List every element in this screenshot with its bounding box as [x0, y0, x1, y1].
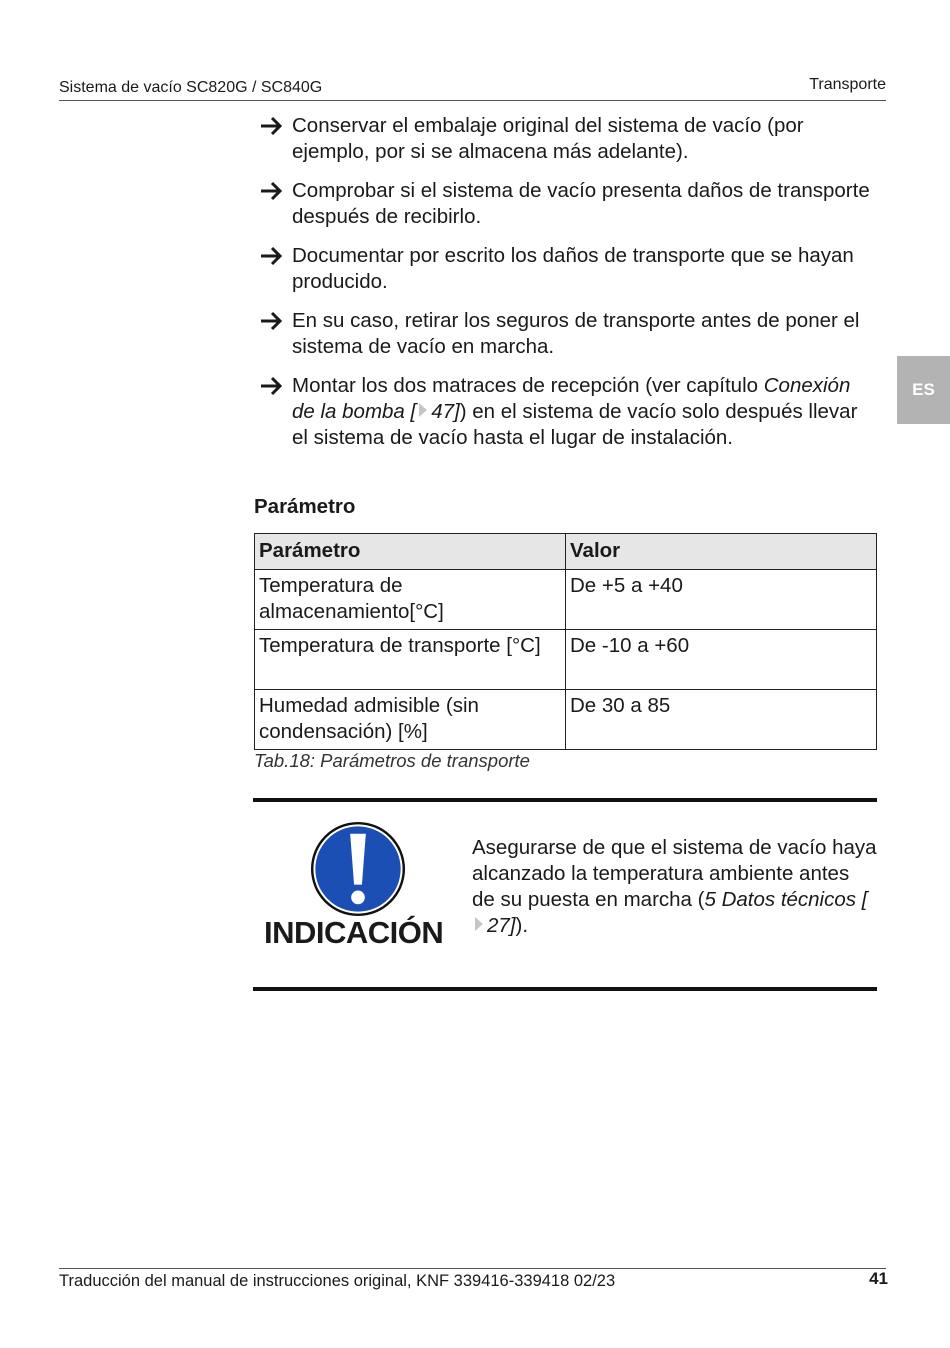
- table-cell: De +5 a +40: [566, 570, 877, 630]
- table-cell: Temperatura de transporte [°C]: [255, 630, 566, 690]
- table-header-row: [255, 534, 877, 570]
- section-heading: Parámetro: [254, 495, 356, 518]
- notice-body-end: ).: [515, 914, 529, 937]
- table-row: [255, 690, 877, 750]
- page-header: [59, 76, 886, 101]
- instruction-text: En su caso, retirar los seguros de transporte antes de poner el sistema de vacío en marcha.: [292, 309, 860, 358]
- arrow-right-icon: [259, 116, 285, 136]
- notice-body: Asegurarse de que el sistema de vacío haya alcanzado la temperatura ambiente antes de su puesta en marcha (: [472, 836, 877, 911]
- arrow-right-icon: [259, 376, 285, 396]
- page-number: 41: [869, 1269, 888, 1288]
- exclamation-icon: [309, 820, 407, 918]
- chapter-title: Transporte: [809, 76, 886, 93]
- page-ref-icon: [419, 403, 427, 417]
- document-title: Sistema de vacío SC820G / SC840G: [59, 79, 323, 96]
- notice-text: [472, 835, 877, 939]
- notice-top-rule: [253, 798, 877, 802]
- page-ref-icon: [475, 917, 483, 931]
- table-row: [255, 630, 877, 690]
- footer-text: Traducción del manual de instrucciones original, KNF 339416-339418 02/23: [59, 1272, 616, 1290]
- instruction-text: Comprobar si el sistema de vacío presenta daños de transporte después de recibirlo.: [292, 179, 870, 228]
- instruction-text: Documentar por escrito los daños de transporte que se hayan producido.: [292, 244, 854, 293]
- instruction-list: [258, 113, 876, 464]
- parameters-table: [254, 533, 877, 750]
- table-row: [255, 570, 877, 630]
- instruction-step: [258, 373, 876, 451]
- instruction-step: [258, 113, 876, 165]
- table-cell: De 30 a 85: [566, 690, 877, 750]
- link-text: 5 Datos técnicos [: [704, 888, 868, 911]
- arrow-right-icon: [259, 246, 285, 266]
- table-cell: Humedad admisible (sin condensación) [%]: [255, 690, 566, 750]
- table-cell: De -10 a +60: [566, 630, 877, 690]
- instruction-step: [258, 243, 876, 295]
- table-caption: Tab.18: Parámetros de transporte: [254, 750, 530, 771]
- arrow-right-icon: [259, 311, 285, 331]
- instruction-step: [258, 178, 876, 230]
- link-text: Conexión de la bomba [: [292, 374, 851, 423]
- table-cell: Temperatura de almacenamiento[°C]: [255, 570, 566, 630]
- instruction-step: [258, 308, 876, 360]
- notice-label: INDICACIÓN: [264, 915, 444, 950]
- column-header-value: Valor: [566, 534, 877, 570]
- link-page: 47]: [431, 400, 460, 423]
- footer-rule: [59, 1268, 886, 1269]
- arrow-right-icon: [259, 181, 285, 201]
- instruction-text: Montar los dos matraces de recepción (ver capítulo: [292, 374, 759, 397]
- instruction-text: ) en el sistema de vacío solo después llevar el sistema de vacío hasta el lugar de instalación.: [292, 400, 858, 449]
- column-header-parameter: Parámetro: [255, 534, 566, 570]
- link-page: 27]: [487, 914, 516, 937]
- notice-bottom-rule: [253, 987, 877, 991]
- instruction-text: Conservar el embalaje original del sistema de vacío (por ejemplo, por si se almacena más adelante).: [292, 114, 804, 163]
- language-tab[interactable]: ES: [897, 356, 950, 424]
